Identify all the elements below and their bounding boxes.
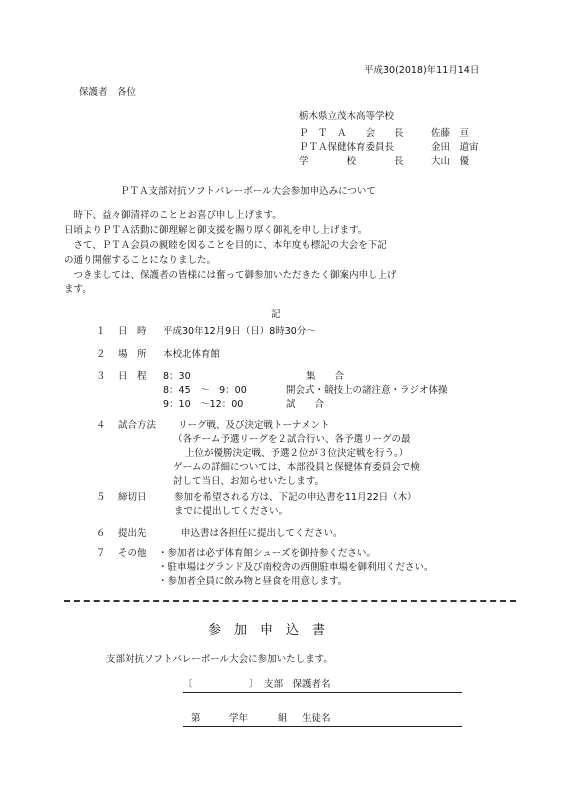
branch-bracket-open: 〔 <box>183 679 193 690</box>
branch-underline[interactable] <box>183 692 462 693</box>
match-format-line: ゲームの詳細については、本部役員と保健体育委員会で検 <box>173 462 420 473</box>
schedule-time: 9：10 ～12：00 <box>163 399 244 410</box>
student-label: 生徒名 <box>302 713 331 724</box>
item-number: ４ <box>96 420 106 431</box>
item-label: 場 所 <box>118 349 147 360</box>
sender-role-2: ＰＴＡ保健体育委員長 <box>299 142 395 153</box>
document-date: 平成30(2018)年11月14日 <box>364 65 480 76</box>
intro-line: さて、ＰＴＡ会員の親睦を図ることを目的に、本年度も標記の大会を下記 <box>64 240 387 251</box>
form-title: 参 加 申 込 書 <box>208 623 326 638</box>
item-number: ５ <box>96 492 106 503</box>
item-number: ７ <box>96 548 106 559</box>
deadline-line: までに提出してください。 <box>174 506 289 517</box>
ki-heading: 記 <box>271 309 281 320</box>
item-label: 提出先 <box>118 528 147 539</box>
item-label: 締切日 <box>118 492 147 503</box>
item-datetime: 平成30年12月9日（日）8時30分～ <box>163 326 316 337</box>
grade-label: 第 <box>191 713 201 724</box>
item-number: １ <box>96 326 106 337</box>
cut-line <box>64 600 516 602</box>
sender-name-3: 大山 優 <box>431 156 470 167</box>
item-label: 日 程 <box>118 371 147 382</box>
match-format-line: リーグ戦、及び決定戦トーナメント <box>178 420 330 431</box>
item-venue: 本校北体育館 <box>163 349 221 360</box>
deadline-line: 参加を希望される方は、下記の申込書を11月22日（木） <box>174 492 417 503</box>
schedule-time: 8：45 ～ 9：00 <box>163 385 247 396</box>
sender-role-1: Ｐ Ｔ Ａ 会 長 <box>299 128 404 139</box>
item-label: 試合方法 <box>118 420 157 431</box>
notes-line: ・参加者全員に飲み物と昼食を用意します。 <box>158 576 348 587</box>
intro-line: の通り開催することになりました。 <box>64 255 217 266</box>
recipient: 保護者 各位 <box>79 87 137 98</box>
schedule-desc: 開会式・競技上の諸注意・ラジオ体操 <box>286 385 448 396</box>
sender-role-3: 学 校 長 <box>299 156 404 167</box>
item-number: ３ <box>96 371 106 382</box>
submission-text: 申込書は各担任に提出してください。 <box>181 528 343 539</box>
sender-name-2: 金田 道宙 <box>431 142 479 153</box>
item-label: その他 <box>118 548 147 559</box>
sender-school: 栃木県立茂木高等学校 <box>299 111 395 122</box>
branch-label: 支部 保護者名 <box>264 679 331 690</box>
notes-line: ・駐車場はグランド及び南校舎の西側駐車場を御利用ください。 <box>158 562 434 573</box>
match-format-line: （各チーム予選リーグを２試合行い、各予選リーグの最 <box>173 434 411 445</box>
intro-line: つきましては、保護者の皆様には奮って御参加いただきたく御案内申し上げ <box>64 270 397 281</box>
schedule-desc: 集 合 <box>306 371 345 382</box>
item-number: ２ <box>96 349 106 360</box>
match-format-line: 討して当日、お知らせいたします。 <box>173 476 324 487</box>
document-title: ＰＴＡ支部対抗ソフトバレーボール大会参加申込みについて <box>120 186 376 197</box>
item-label: 日 時 <box>118 326 147 337</box>
student-underline[interactable] <box>183 726 462 727</box>
schedule-desc: 試 合 <box>286 399 325 410</box>
intro-line: 時下、益々御清祥のこととお喜び申し上げます。 <box>64 210 282 221</box>
match-format-line: 上位が優勝決定戦、予選２位が３位決定戦を行う。） <box>185 448 409 459</box>
form-statement: 支部対抗ソフトバレーボール大会に参加いたします。 <box>106 654 333 665</box>
class-label: 組 <box>278 713 288 724</box>
schedule-time: 8：30 <box>163 371 191 382</box>
branch-bracket-close: 〕 <box>249 679 259 690</box>
intro-line: 日頃よりＰＴＡ活動に御理解と御支援を賜り厚く御礼を申し上げます。 <box>64 225 368 236</box>
item-number: ６ <box>96 528 106 539</box>
sender-name-1: 佐藤 亘 <box>431 128 470 139</box>
intro-line: ます。 <box>64 284 92 295</box>
year-label: 学年 <box>229 713 249 724</box>
notes-line: ・参加者は必ず体育館シューズを御持参ください。 <box>158 548 376 559</box>
